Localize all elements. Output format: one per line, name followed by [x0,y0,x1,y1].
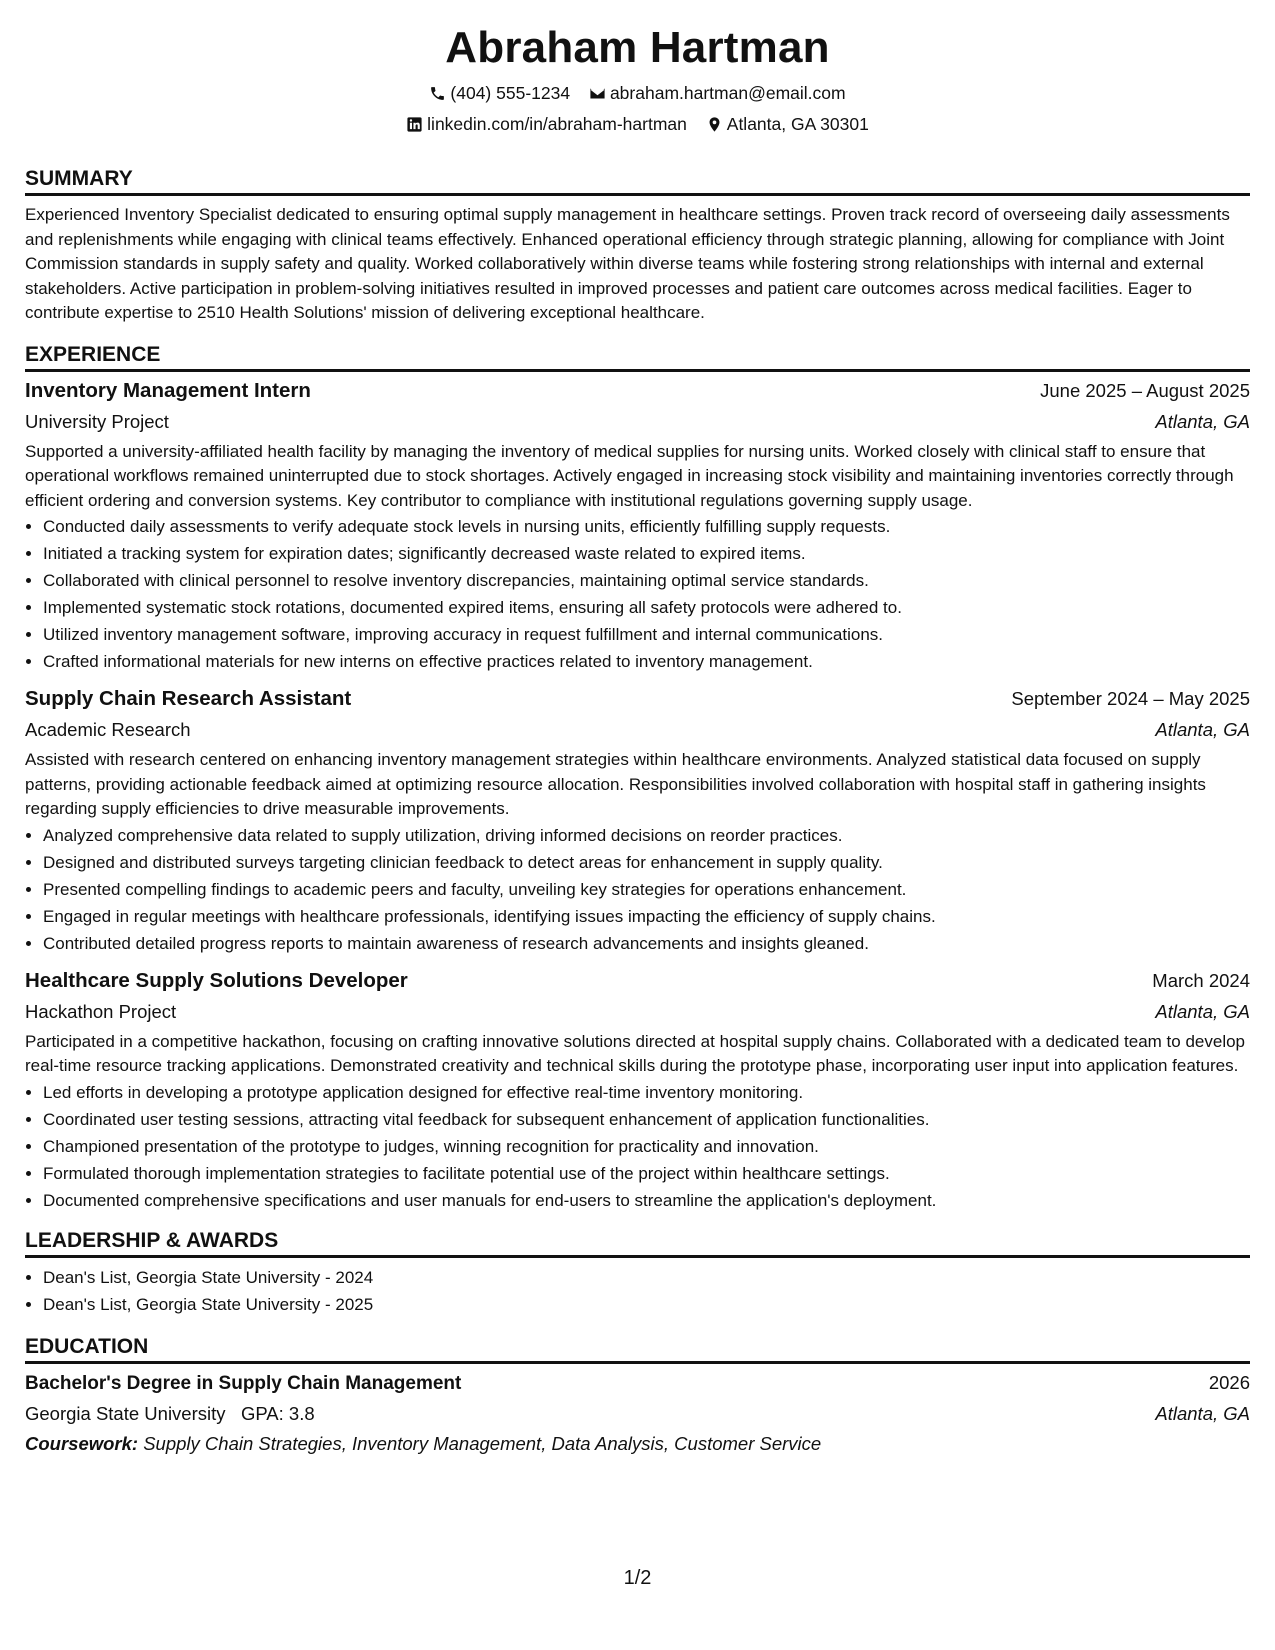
job-entry [25,965,1250,1214]
job-dates: March 2024 [1152,969,1250,991]
job-dates: September 2024 – May 2025 [1011,688,1250,709]
phone-icon [429,85,446,102]
job-org: University Project [25,410,169,432]
list-item: • Dean's List, Georgia State University - 2024 [43,1264,1250,1291]
location-text: Atlanta, GA 30301 [726,114,869,134]
summary-text: Experienced Inventory Specialist dedicated to ensuring optimal supply management in healthcare settings. Proven track record of overseeing daily assessments and replenishments while engaging with clinical teams effectively. Enhanced operational efficiency through strategic planning, allowing for compliance with Joint Commission standards in supply safety and quality. Worked collaboratively within diverse teams while fostering strong relationships with internal and external stakeholders. Active participation in problem-solving initiatives resulted in improved processes and patient care outcomes across medical facilities. Eager to contribute expertise to 2510 Health Solutions' mission of delivering exceptional healthcare. [25,205,1230,322]
coursework-list: Supply Chain Strategies, Inventory Management, Data Analysis, Customer Service [143,1432,822,1454]
job-title: Supply Chain Research Assistant [25,687,352,710]
job-description: Assisted with research centered on enhancing inventory management strategies within healthcare environments. Analyzed statistical data focused on supply patterns, providing actionable feedback aimed at optimizing resource allocation. Responsibilities involved collaboration with hospital staff in gathering insights regarding supply efficiencies to drive measurable improvements. [25,750,1206,818]
list-item: • Analyzed comprehensive data related to supply utilization, driving informed decisions on reorder practices. [43,822,1250,849]
envelope-icon [589,85,606,102]
list-item: • Engaged in regular meetings with healthcare professionals, identifying issues impacting the efficiency of supply chains. [43,903,1250,930]
job-title: Inventory Management Intern [25,378,311,402]
candidate-name: Abraham Hartman [445,23,830,72]
job-description: Supported a university-affiliated health facility by managing the inventory of medical supplies for nursing units. Worked closely with clinical staff to ensure that operational workflows remained uninterrupted due to stock shortages. Actively engaged in increasing stock visibility and maintaining inventories correctly through efficient ordering and conversion systems. Key contributor to compliance with institutional regulations governing supply usage. [25,441,1234,510]
list-item: • Led efforts in developing a prototype application designed for effective real-time inventory monitoring. [43,1079,1250,1106]
job-entry [25,375,1250,676]
resume-page [25,18,1250,1458]
gpa: GPA: 3.8 [240,1402,315,1424]
job-org: Hackathon Project [25,1000,177,1022]
list-item: • Designed and distributed surveys targeting clinician feedback to detect areas for enhancement in supply quality. [43,849,1250,876]
job-entry [25,683,1250,957]
contact-phone [429,78,570,109]
phone-text: (404) 555-1234 [450,83,571,103]
job-org: Academic Research [25,719,191,740]
list-item: • Contributed detailed progress reports to maintain awareness of research advancements and insights gleaned. [43,930,1250,957]
email-link[interactable]: abraham.hartman@email.com [609,83,846,103]
list-item: • Utilized inventory management software, improving accuracy in request fulfillment and internal communications. [43,621,1250,648]
job-bullets [25,513,1250,675]
degree-title: Bachelor's Degree in Supply Chain Management [25,1372,462,1394]
school-name: Georgia State University [25,1402,226,1424]
contact-location [706,109,869,140]
list-item: • Dean's List, Georgia State University - 2025 [43,1291,1250,1318]
list-item: • Collaborated with clinical personnel to resolve inventory discrepancies, maintaining optimal service standards. [43,567,1250,594]
job-location: Atlanta, GA [1155,1000,1250,1022]
contact-linkedin[interactable] [406,109,687,140]
list-item: • Presented compelling findings to academic peers and faculty, unveiling key strategies for operations enhancement. [43,876,1250,903]
contact-email[interactable] [589,78,846,109]
section-title-education: EDUCATION [25,1334,1250,1364]
job-bullets [25,1079,1250,1214]
experience-section [25,342,1250,1214]
section-title-experience: EXPERIENCE [25,342,1250,372]
list-item: • Championed presentation of the prototype to judges, winning recognition for practicality and innovation. [43,1133,1250,1160]
awards-section [25,1228,1250,1318]
list-item: • Documented comprehensive specifications and user manuals for end-users to streamline the application's deployment. [43,1187,1250,1214]
awards-list [25,1264,1250,1318]
contact-line-2 [25,109,1250,140]
education-section [25,1334,1250,1458]
linkedin-icon [406,116,423,133]
list-item: • Conducted daily assessments to verify adequate stock levels in nursing units, efficiently fulfilling supply requests. [43,513,1250,540]
coursework-label: Coursework: [25,1432,139,1454]
page-number: 1/2 [623,1567,652,1589]
job-bullets [25,822,1250,957]
section-title-awards: LEADERSHIP & AWARDS [25,1228,1250,1258]
contact-line-1 [25,78,1250,109]
coursework-line [25,1429,1250,1458]
map-pin-icon [706,116,723,133]
list-item: • Crafted informational materials for new interns on effective practices related to inventory management. [43,648,1250,675]
linkedin-link[interactable]: linkedin.com/in/abraham-hartman [427,114,687,134]
summary-section [25,166,1250,326]
list-item: • Formulated thorough implementation strategies to facilitate potential use of the project within healthcare settings. [43,1160,1250,1187]
school-line [25,1398,315,1429]
job-location: Atlanta, GA [1155,410,1250,432]
section-title-summary: SUMMARY [25,166,1250,196]
school-location: Atlanta, GA [1155,1402,1250,1424]
list-item: • Implemented systematic stock rotations, documented expired items, ensuring all safety protocols were adhered to. [43,594,1250,621]
graduation-year: 2026 [1208,1371,1250,1393]
job-description: Participated in a competitive hackathon, focusing on crafting innovative solutions directed at hospital supply chains. Collaborated with a dedicated team to develop real-time resource tracking applications. Demonstrated creativity and technical skills during the prototype phase, incorporating user input into application features. [25,1031,1246,1075]
list-item: • Initiated a tracking system for expiration dates; significantly decreased waste related to expired items. [43,540,1250,567]
job-dates: June 2025 – August 2025 [1040,379,1250,401]
list-item: • Coordinated user testing sessions, attracting vital feedback for subsequent enhancement of application functionalities. [43,1106,1250,1133]
job-title: Healthcare Supply Solutions Developer [25,968,408,992]
resume-header [25,18,1250,140]
job-location: Atlanta, GA [1155,719,1250,740]
